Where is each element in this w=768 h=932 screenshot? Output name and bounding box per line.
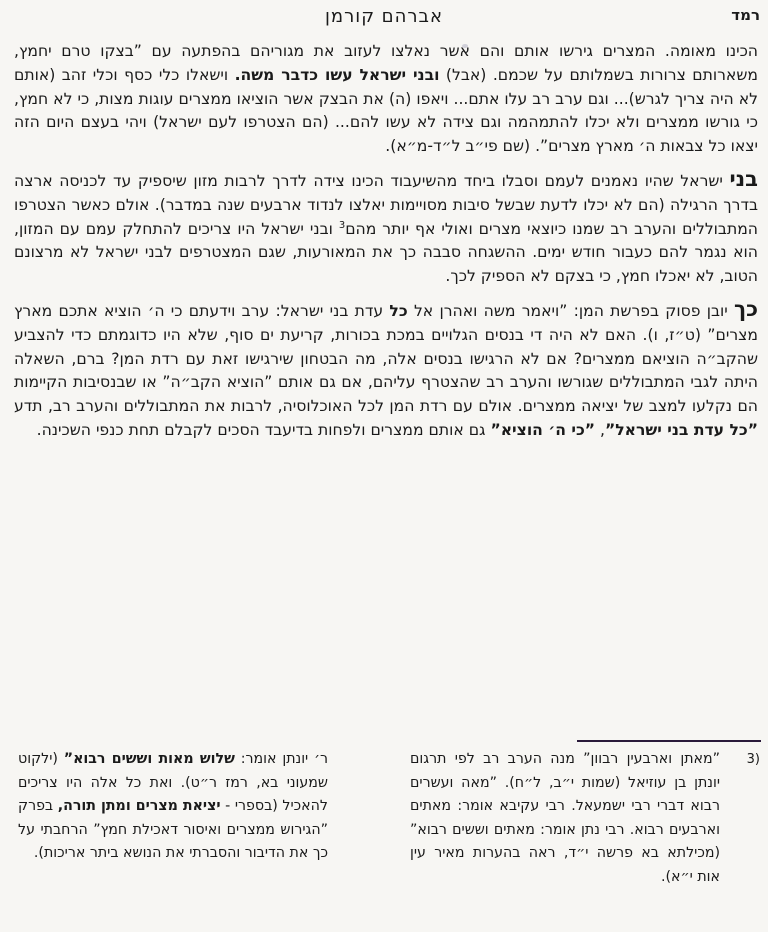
paragraph-text: יובן פסוק בפרשת המן: ”ויאמר משה ואהרן אל — [407, 301, 734, 320]
paragraph-1 — [14, 40, 758, 159]
bold-word: כל — [389, 301, 408, 320]
paragraph-text: הכינו מאומה. המצרים גירשו אותם והם אשר נאלצו לעזוב את מגוריהם בהפתעה עם ”בצקו טרם יחמץ, משארותם צרורות בשמלותם על שכמם. (אבל) — [14, 42, 758, 84]
footnote-column-right — [410, 748, 720, 889]
paragraph-text: גם אותם ממצרים ולפחות בדיעבד הסכים לקבלם תחת כנפי השכינה. — [36, 420, 491, 439]
paragraph-text: , — [595, 420, 605, 439]
bold-book-title: יציאת מצרים ומתן תורה, — [57, 798, 221, 814]
footnote-separator — [577, 740, 761, 742]
paragraph-text: עדת בני ישראל: ערב וידעתם כי ה׳ הוציא אתכם מארץ מצרים” (ט״ז, ו). האם לא היה די בנסים הגלויים במכת בכורות, קריעת ים סוף, שלא היו כדוגמתם כדי להצביע שהקב״ה הוציאם ממצרים? אם לא הרגישו בנסים אלה, מה הבטחון שירגישו זאת עם רדת המן? ברם, השאלה היתה לגבי המתבוללים שגורשו והערב רב שהצטרף עליהם, אם גם אותם ”הוציא הקב״ה” או שבנסיבות הקיימות הם נקלעו למצב של יציאה ממצרים. אולם עם רדת המן לכל האוכלוסיה, לרבות את המתבוללים והערב רב, תדע — [14, 301, 758, 416]
paragraph-text: וישאלו כלי כסף וכלי זהב (אותם לא היה צריך לגרש)... וגם ערב רב עלו אתם... ויאפו (ה) את הבצק אשר הוציאו ממצרים עוגות מצות, כי לא חמץ, כי גורשו ממצרים ולא יכלו להתמהמה וגם צידה לא עשו להם... (הם הצטרפו לעם ישראל) ויהי בעצם היום הזה יצאו כל צבאות ה׳ מארץ מצרים”. (שם פי״ב ל״ד-מ״א). — [14, 65, 758, 156]
footnote-text: ר׳ יונתן אומר: — [234, 751, 328, 767]
author-name: אברהם קורמן — [325, 6, 443, 27]
lead-word: בני — [729, 166, 758, 191]
bold-quote: שלוש מאות וששים רבוא” — [63, 751, 235, 767]
page-number: רמד — [731, 6, 760, 24]
bold-quote: ”כל עדת בני ישראל” — [604, 420, 758, 439]
paragraph-3 — [14, 298, 758, 443]
footnote-text: בפרק ”הגירוש ממצרים ואיסור דאכילת חמץ” הרחבתי על כך את הדיבור והסברתי את הנושא ביתר אריכות). — [18, 798, 328, 861]
main-text — [14, 40, 758, 452]
footnote-marker: 3) — [746, 752, 760, 767]
bold-quote: ”כי ה׳ הוציא” — [490, 420, 596, 439]
paragraph-2 — [14, 168, 758, 289]
footnote-text: (ילקוט שמעוני בא, רמז ר״ט). ואת כל אלה היו צריכים להאכיל (בספרי - — [18, 751, 328, 814]
paragraph-text: ישראל שהיו נאמנים לעמם וסבלו ביחד מהשיעבוד הכינו צידה לדרך לרבות מזון שיספיק עד לכניסה ארצה בדרך הרגילה (הם לא יכלו לדעת שבשל סיבות מסויימות יאלצו לנדוד ארבעים שנה במדבר). אולם כאשר הצטרפו המתבוללים והערב רב שמנו כיוצאי מצרים ואולי אף יותר מהם — [14, 171, 758, 238]
footnote-reference[interactable]: 3 — [338, 219, 346, 231]
footnote-column-left — [18, 748, 328, 866]
footnote-text: ”מאתן וארבעין רבוון” מנה הערב רב לפי תרגום יונתן בן עוזיאל (שמות י״ב, ל״ח). ”מאה ועשרים רבוא דברי רבי ישמעאל. רבי עקיבא אומר: מאתים וארבעים רבוא. רבי נתן אומר: מאתים וששים רבוא” (מכילתא בא פרשה י״ד, ראה בהערות מאיר עין אות י״א). — [410, 751, 720, 885]
lead-word: כך — [733, 296, 758, 321]
running-header — [0, 6, 768, 32]
bold-quote: ובני ישראל עשו כדבר משה. — [234, 65, 440, 84]
paragraph-text: ובני ישראל היו צריכים להתחלק עמם עם המזון, הוא נגמר להם כעבור חודש ימים. ההשגחה סבבה כך את המאורעות, שגם המצטרפים לבני ישראל לא מרצונם הטוב, לא יאכלו חמץ, כי בצקם לא הספיק לכך. — [14, 219, 758, 286]
